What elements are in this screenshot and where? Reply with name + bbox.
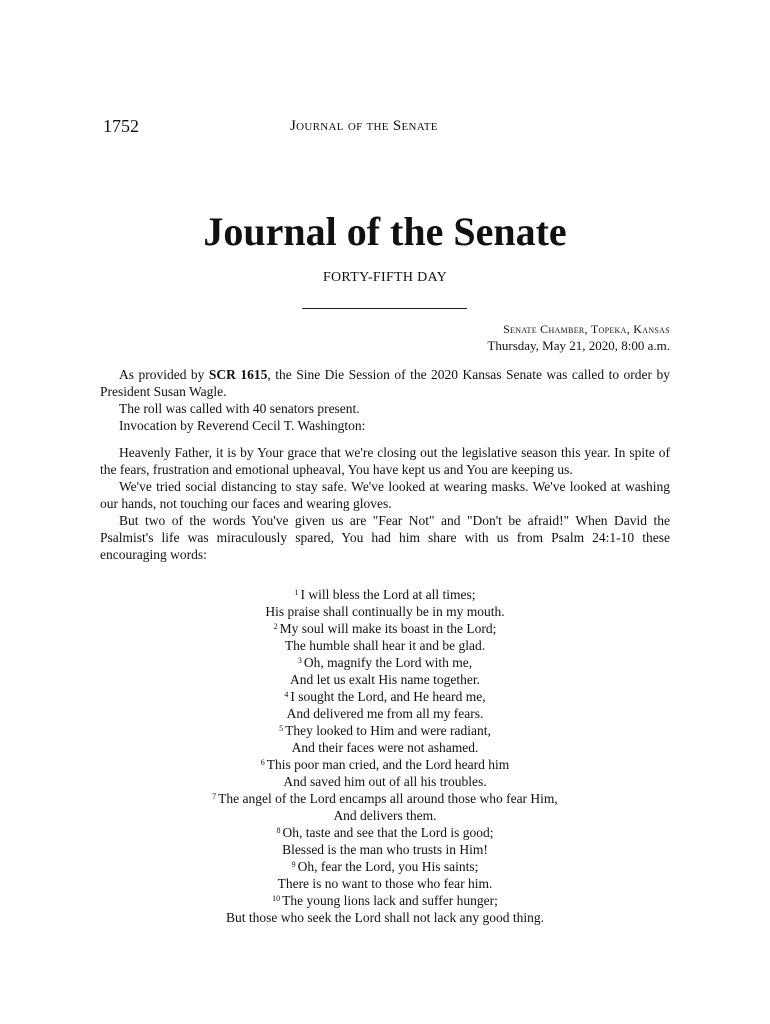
psalm-line [100,688,670,705]
bill-link: SCR 1615 [208,367,268,382]
psalm-line [100,586,670,603]
verse-number: 10 [272,894,281,903]
verse-text: And delivered me from all my fears. [286,706,484,721]
psalm-line [100,841,670,858]
verse-text: Oh, magnify the Lord with me, [303,655,473,670]
verse-number: 8 [276,826,281,835]
session-location: Senate Chamber, Topeka, Kansas [503,322,670,336]
invocation-line: Invocation by Reverend Cecil T. Washington: [119,418,366,433]
divider-rule [302,308,467,309]
verse-number: 3 [297,656,302,665]
opening-paragraph [100,366,670,400]
journal-body [100,366,670,563]
verse-number: 6 [260,758,265,767]
verse-number: 1 [294,588,299,597]
verse-text: There is no want to those who fear him. [277,876,493,891]
verse-text: I will bless the Lord at all times; [300,587,476,602]
verse-text: But those who seek the Lord shall not lack any good thing. [226,910,544,925]
psalm-line [100,654,670,671]
intro-continuation: , the Sine Die Session of the 2020 Kansas Senate was called to order by President Susan Wagle. [100,367,670,399]
verse-text: This poor man cried, and the Lord heard him [266,757,510,772]
psalm-line [100,722,670,739]
psalm-line [100,756,670,773]
psalm-line [100,603,670,620]
intro-text: As provided by [119,367,209,382]
verse-text: And their faces were not ashamed. [291,740,479,755]
psalm-line [100,824,670,841]
verse-text: My soul will make its boast in the Lord; [279,621,497,636]
verse-text: His praise shall continually be in my mouth. [265,604,505,619]
roll-call: The roll was called with 40 senators present. [119,401,360,416]
verse-text: Oh, taste and see that the Lord is good; [282,825,494,840]
page-number: 1752 [103,116,139,136]
psalm-line [100,892,670,909]
psalm-line [100,739,670,756]
verse-text: The young lions lack and suffer hunger; [282,893,498,908]
prayer-paragraph: We've tried social distancing to stay safe. We've looked at wearing masks. We've looked at washing our hands, not touching our faces and wearing gloves. [100,479,670,511]
psalm-line [100,705,670,722]
psalm-line [100,620,670,637]
psalm-line [100,790,670,807]
session-date: Thursday, May 21, 2020, 8:00 a.m. [487,338,670,353]
psalm-line [100,875,670,892]
psalm-line [100,637,670,654]
running-title: Journal of the Senate [290,118,438,134]
verse-number: 7 [212,792,217,801]
page-title: Journal of the Senate [203,209,567,254]
verse-text: And delivers them. [333,808,437,823]
psalm-line [100,671,670,688]
verse-text: I sought the Lord, and He heard me, [290,689,486,704]
psalm-line [100,807,670,824]
verse-text: And saved him out of all his troubles. [283,774,487,789]
psalm-passage [100,586,670,926]
psalm-line [100,773,670,790]
verse-text: The humble shall hear it and be glad. [284,638,486,653]
psalm-line [100,858,670,875]
verse-text: The angel of the Lord encamps all around those who fear Him, [218,791,558,806]
prayer-paragraph: But two of the words You've given us are "Fear Not" and "Don't be afraid!" When David the Psalmist's life was miraculously spared, You had him share with us from Psalm 24:1-10 these encouraging words: [100,513,670,562]
verse-text: They looked to Him and were radiant, [285,723,491,738]
verse-number: 5 [279,724,284,733]
psalm-line [100,909,670,926]
verse-number: 9 [291,860,296,869]
verse-number: 2 [273,622,278,631]
prayer-paragraph: Heavenly Father, it is by Your grace that we're closing out the legislative season this year. In spite of the fears, frustration and emotional upheaval, You have kept us and You are keeping us. [100,445,670,477]
day-label: FORTY-FIFTH DAY [322,270,448,285]
verse-text: And let us exalt His name together. [289,672,481,687]
verse-text: Oh, fear the Lord, you His saints; [297,859,479,874]
verse-number: 4 [284,690,289,699]
verse-text: Blessed is the man who trusts in Him! [282,842,488,857]
